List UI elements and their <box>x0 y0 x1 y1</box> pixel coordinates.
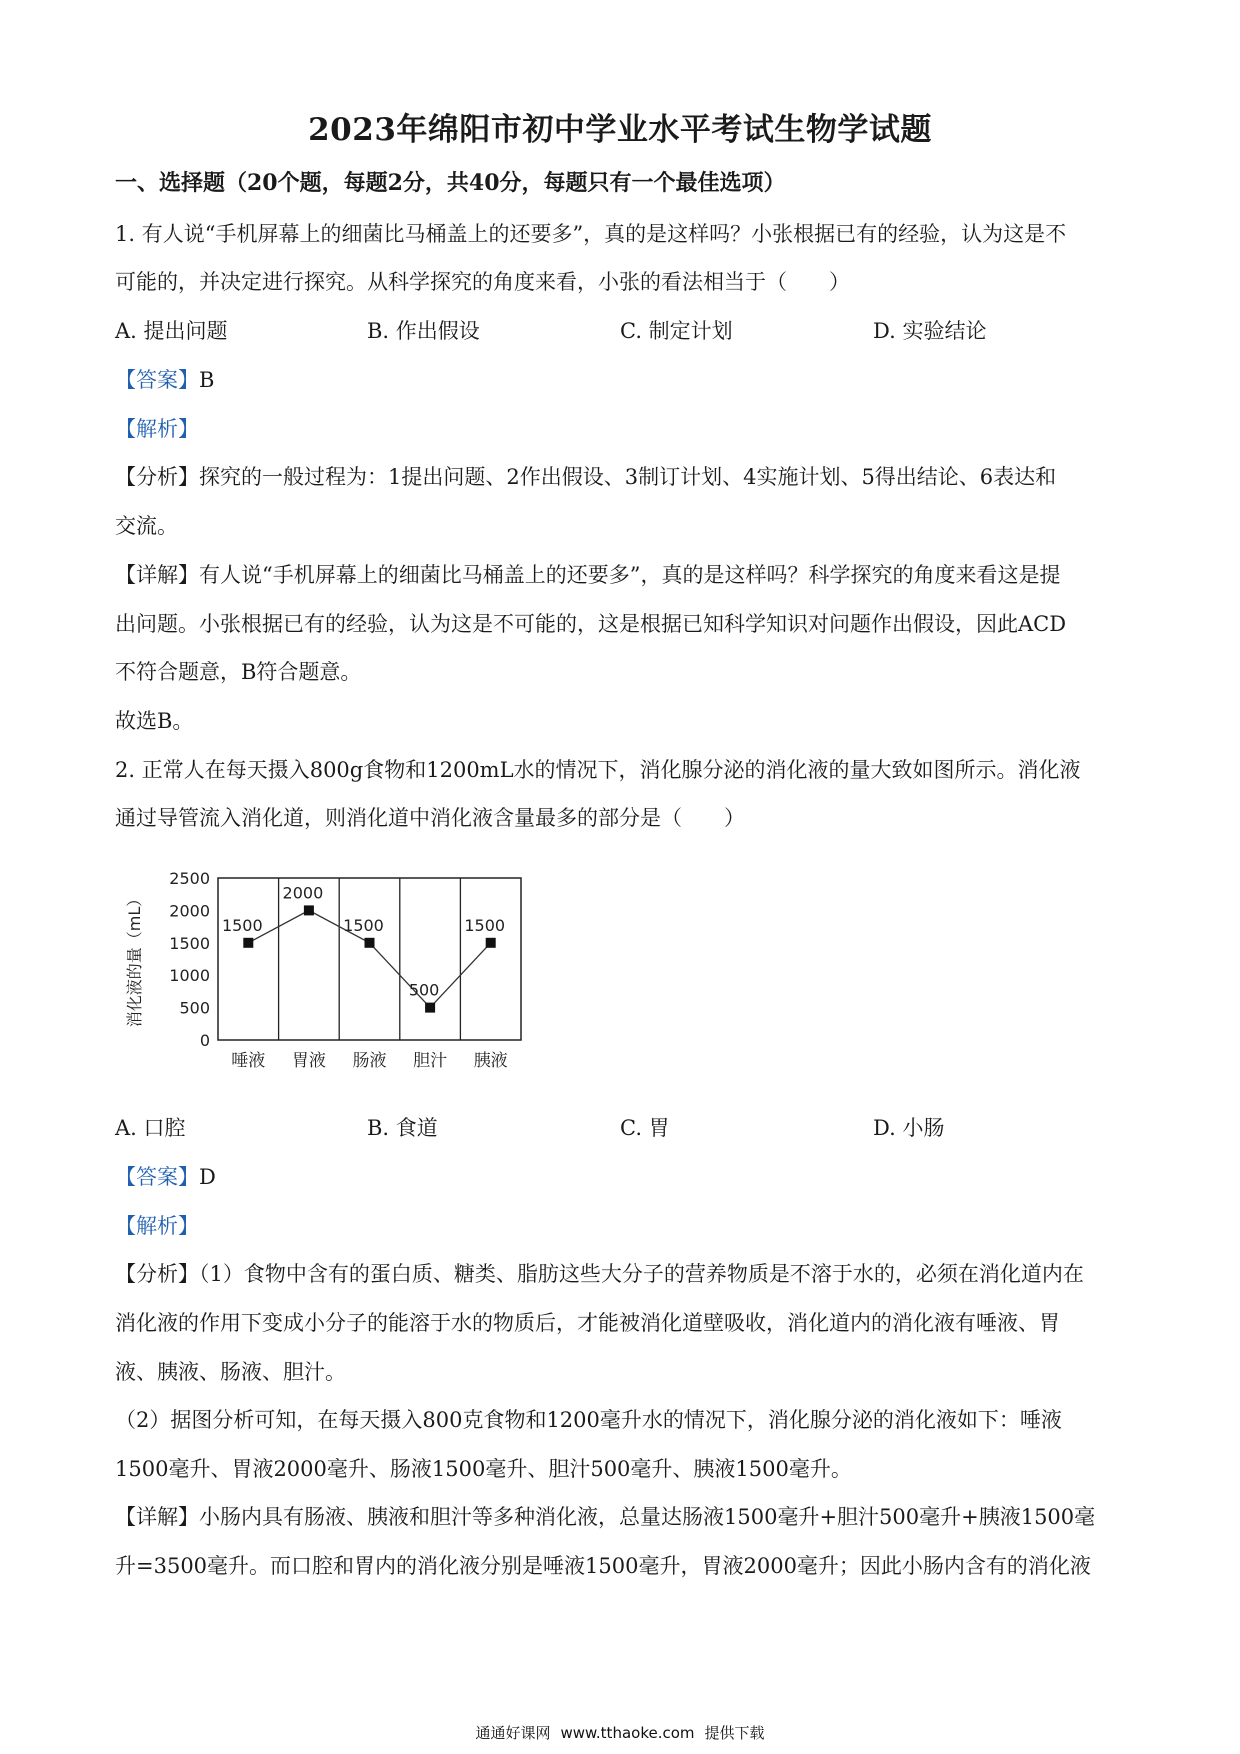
q2-option-d: D. 小肠 <box>873 1116 945 1140</box>
data-label: 1500 <box>343 915 384 935</box>
footer-text: 提供下载 <box>704 1724 765 1742</box>
q2-stem-line-2: 通过导管流入消化道，则消化道中消化液含量最多的部分是（ ） <box>115 806 745 830</box>
x-tick-label: 胰液 <box>473 1051 508 1071</box>
q1-option-b: B. 作出假设 <box>367 319 480 343</box>
q1-answer-value: B <box>199 368 215 392</box>
digestive-fluid-chart <box>120 858 580 1098</box>
q2-fenxi-line-1 <box>115 1259 1135 1289</box>
q2-answer-tag: 【答案】 <box>115 1165 199 1189</box>
q1-fenxi-line-2: 交流。 <box>115 514 178 538</box>
q1-xiangjie-text: 有人说“手机屏幕上的细菌比马桶盖上的还要多”，真的是这样吗？科学探究的角度来看这是提 <box>199 563 1061 587</box>
data-point <box>243 938 253 948</box>
y-axis-label: 消化液的量（mL） <box>125 890 144 1028</box>
q2-fenxi-line-4: （2）据图分析可知，在每天摄入800克食物和1200毫升水的情况下，消化腺分泌的消化液如下：唾液 <box>115 1408 1062 1432</box>
q1-stem-line-1: 1. 有人说“手机屏幕上的细菌比马桶盖上的还要多”，真的是这样吗？小张根据已有的经验，认为这是不 <box>115 222 1067 246</box>
q2-xiangjie-text: 小肠内具有肠液、胰液和胆汁等多种消化液，总量达肠液1500毫升+胆汁500毫升+胰液1500毫 <box>199 1505 1096 1529</box>
q2-xiangjie-line-1 <box>115 1502 1135 1532</box>
y-tick-label: 2000 <box>169 901 210 921</box>
data-point <box>365 938 375 948</box>
q1-fenxi-tag: 【分析】 <box>115 465 199 489</box>
q2-fenxi-line-5: 1500毫升、胃液2000毫升、肠液1500毫升、胆汁500毫升、胰液1500毫升。 <box>115 1457 852 1481</box>
q1-option-d: D. 实验结论 <box>873 319 987 343</box>
q1-option-a: A. 提出问题 <box>115 319 228 343</box>
data-label: 2000 <box>282 883 324 903</box>
q2-option-a: A. 口腔 <box>115 1116 186 1140</box>
q2-option-b: B. 食道 <box>367 1116 438 1140</box>
y-tick-label: 500 <box>179 998 210 1018</box>
data-label: 500 <box>408 980 440 1000</box>
x-tick-label: 唾液 <box>231 1051 266 1071</box>
q2-fenxi-line-2: 消化液的作用下变成小分子的能溶于水的物质后，才能被消化道壁吸收，消化道内的消化液有唾液、胃 <box>115 1311 1060 1335</box>
y-tick-label: 1500 <box>169 933 210 953</box>
data-point <box>304 905 314 915</box>
data-point <box>486 938 496 948</box>
q1-xiangjie-line-3: 不符合题意，B符合题意。 <box>115 660 362 684</box>
q1-answer-tag: 【答案】 <box>115 368 199 392</box>
q2-xiangjie-tag: 【详解】 <box>115 1505 199 1529</box>
q1-option-c: C. 制定计划 <box>620 319 733 343</box>
y-tick-label: 1000 <box>169 966 210 986</box>
q1-analysis-tag: 【解析】 <box>115 417 199 441</box>
q2-fenxi-tag: 【分析】 <box>115 1262 199 1286</box>
page-title: 2023年绵阳市初中学业水平考试生物学试题 <box>308 112 932 148</box>
q1-fenxi-text: 探究的一般过程为：1提出问题、2作出假设、3制订计划、4实施计划、5得出结论、6表达和 <box>199 465 1057 489</box>
q2-xiangjie-line-2: 升=3500毫升。而口腔和胃内的消化液分别是唾液1500毫升，胃液2000毫升；因此小肠内含有的消化液 <box>115 1554 1091 1578</box>
q2-fenxi-line-3: 液、胰液、肠液、胆汁。 <box>115 1360 346 1384</box>
data-label: 1500 <box>464 915 506 935</box>
y-tick-label: 0 <box>199 1031 210 1050</box>
q2-answer <box>115 1162 1135 1192</box>
data-point <box>425 1003 435 1013</box>
q2-fenxi-text: （1）食物中含有的蛋白质、糖类、脂肪这些大分子的营养物质是不溶于水的，必须在消化道内在 <box>199 1262 1084 1286</box>
q2-stem-line-1: 2. 正常人在每天摄入800g食物和1200mL水的情况下，消化腺分泌的消化液的量大致如图所示。消化液 <box>115 758 1081 782</box>
q1-stem-line-2: 可能的，并决定进行探究。从科学探究的角度来看，小张的看法相当于（ ） <box>115 270 850 294</box>
q1-xiangjie-line-2: 出问题。小张根据已有的经验，认为这是不可能的，这是根据已知科学知识对问题作出假设，因此ACD <box>115 612 1067 636</box>
x-tick-label: 肠液 <box>352 1051 387 1071</box>
q1-answer <box>115 365 1135 395</box>
x-tick-label: 胆汁 <box>413 1051 448 1071</box>
y-tick-label: 2500 <box>169 869 210 888</box>
q2-analysis-tag: 【解析】 <box>115 1214 199 1238</box>
q1-fenxi-line-1 <box>115 462 1135 492</box>
section-heading: 一、选择题（20个题，每题2分，共40分，每题只有一个最佳选项） <box>115 170 786 196</box>
q2-option-c: C. 胃 <box>620 1116 670 1140</box>
q1-conclusion: 故选B。 <box>115 709 194 733</box>
q1-xiangjie-tag: 【详解】 <box>115 563 199 587</box>
footer-site: 通通好课网 <box>475 1724 551 1742</box>
q1-xiangjie-line-1 <box>115 560 1135 590</box>
data-label: 1500 <box>221 915 263 935</box>
x-tick-label: 胃液 <box>291 1051 326 1071</box>
q2-answer-value: D <box>199 1165 216 1189</box>
footer-url[interactable]: www.tthaoke.com <box>560 1724 695 1742</box>
page-footer <box>0 1722 1240 1743</box>
